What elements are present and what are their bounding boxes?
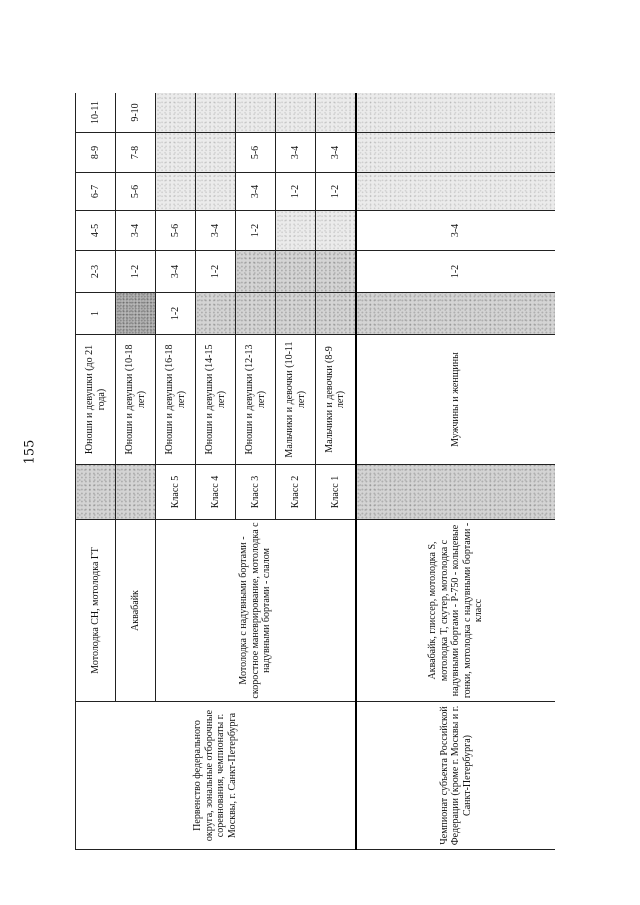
value-cell: 3-4 — [196, 211, 236, 251]
value-cell — [276, 211, 316, 251]
value-cell — [356, 293, 556, 335]
age-group-cell: Мальчики и девочки (10-11 лет) — [276, 335, 316, 465]
value-cell: 1-2 — [276, 173, 316, 211]
value-cell — [276, 93, 316, 133]
value-cell — [316, 293, 356, 335]
class-cell: Класс 3 — [236, 465, 276, 520]
discipline-cell: Аквабайк — [116, 520, 156, 702]
value-cell — [116, 293, 156, 335]
table-row — [356, 93, 556, 850]
value-cell — [196, 293, 236, 335]
value-cell — [276, 251, 316, 293]
value-cell: 1-2 — [316, 173, 356, 211]
value-cell: 5-6 — [236, 133, 276, 173]
age-group-cell: Мужчины и женщины — [356, 335, 556, 465]
value-cell — [156, 173, 196, 211]
age-group-cell: Юноши и девушки (до 21 года) — [76, 335, 116, 465]
value-cell — [356, 133, 556, 173]
value-cell: 1-2 — [356, 251, 556, 293]
table-row — [76, 93, 116, 850]
age-header-cell: 8-9 — [76, 133, 116, 173]
value-cell: 3-4 — [356, 211, 556, 251]
value-cell — [156, 133, 196, 173]
discipline-cell: Мотолодка СН, мотолодка ГТ — [76, 520, 116, 702]
value-cell — [236, 93, 276, 133]
event-name-cell: Первенство федерального округа, зональные отборочные соревнования, чемпионаты г. Москвы, г. Санкт-Петербурга — [76, 702, 356, 850]
age-group-cell: Юноши и девушки (12-13 лет) — [236, 335, 276, 465]
value-cell — [276, 293, 316, 335]
discipline-cell: Мотолодка с надувными бортами - скоростное маневрирование, мотолодка с надувными бортами - слалом — [156, 520, 356, 702]
value-cell — [316, 251, 356, 293]
value-cell — [156, 93, 196, 133]
class-cell — [76, 465, 116, 520]
value-cell — [356, 173, 556, 211]
age-header-cell: 2-3 — [76, 251, 116, 293]
value-cell: 1-2 — [236, 211, 276, 251]
value-cell — [196, 173, 236, 211]
value-cell — [196, 93, 236, 133]
qualification-table — [75, 93, 555, 850]
value-cell: 5-6 — [116, 173, 156, 211]
class-cell: Класс 5 — [156, 465, 196, 520]
value-cell: 1-2 — [116, 251, 156, 293]
value-cell: 3-4 — [116, 211, 156, 251]
value-cell — [236, 251, 276, 293]
age-group-cell: Юноши и девушки (10-18 лет) — [116, 335, 156, 465]
class-cell — [116, 465, 156, 520]
age-group-cell: Юноши и девушки (16-18 лет) — [156, 335, 196, 465]
value-cell: 7-8 — [116, 133, 156, 173]
value-cell — [316, 93, 356, 133]
value-cell: 5-6 — [156, 211, 196, 251]
value-cell — [236, 293, 276, 335]
value-cell: 3-4 — [236, 173, 276, 211]
class-cell: Класс 1 — [316, 465, 356, 520]
event-name-cell: Чемпионат субъекта Российской Федерации (кроме г. Москвы и г. Санкт-Петербурга) — [356, 702, 556, 850]
value-cell — [196, 133, 236, 173]
value-cell — [356, 93, 556, 133]
class-cell — [356, 465, 556, 520]
value-cell: 1-2 — [156, 293, 196, 335]
value-cell: 9-10 — [116, 93, 156, 133]
page-number: 155 — [22, 439, 38, 465]
value-cell: 3-4 — [316, 133, 356, 173]
value-cell: 1-2 — [196, 251, 236, 293]
value-cell: 3-4 — [156, 251, 196, 293]
age-group-cell: Юноши и девушки (14-15 лет) — [196, 335, 236, 465]
discipline-cell: Аквабайк, глиссер, мотолодка S, мотолодка T, скутер, мотолодка с надувными бортами - Р-750 - кольцевые гонки, мотолодка с надувными бортами - класс — [356, 520, 556, 702]
rotated-table-frame — [75, 93, 555, 850]
class-cell: Класс 4 — [196, 465, 236, 520]
value-cell: 3-4 — [276, 133, 316, 173]
age-header-cell: 10-11 — [76, 93, 116, 133]
value-cell — [316, 211, 356, 251]
age-group-cell: Мальчики и девочки (8-9 лет) — [316, 335, 356, 465]
class-cell: Класс 2 — [276, 465, 316, 520]
age-header-cell: 6-7 — [76, 173, 116, 211]
age-header-cell: 1 — [76, 293, 116, 335]
age-header-cell: 4-5 — [76, 211, 116, 251]
